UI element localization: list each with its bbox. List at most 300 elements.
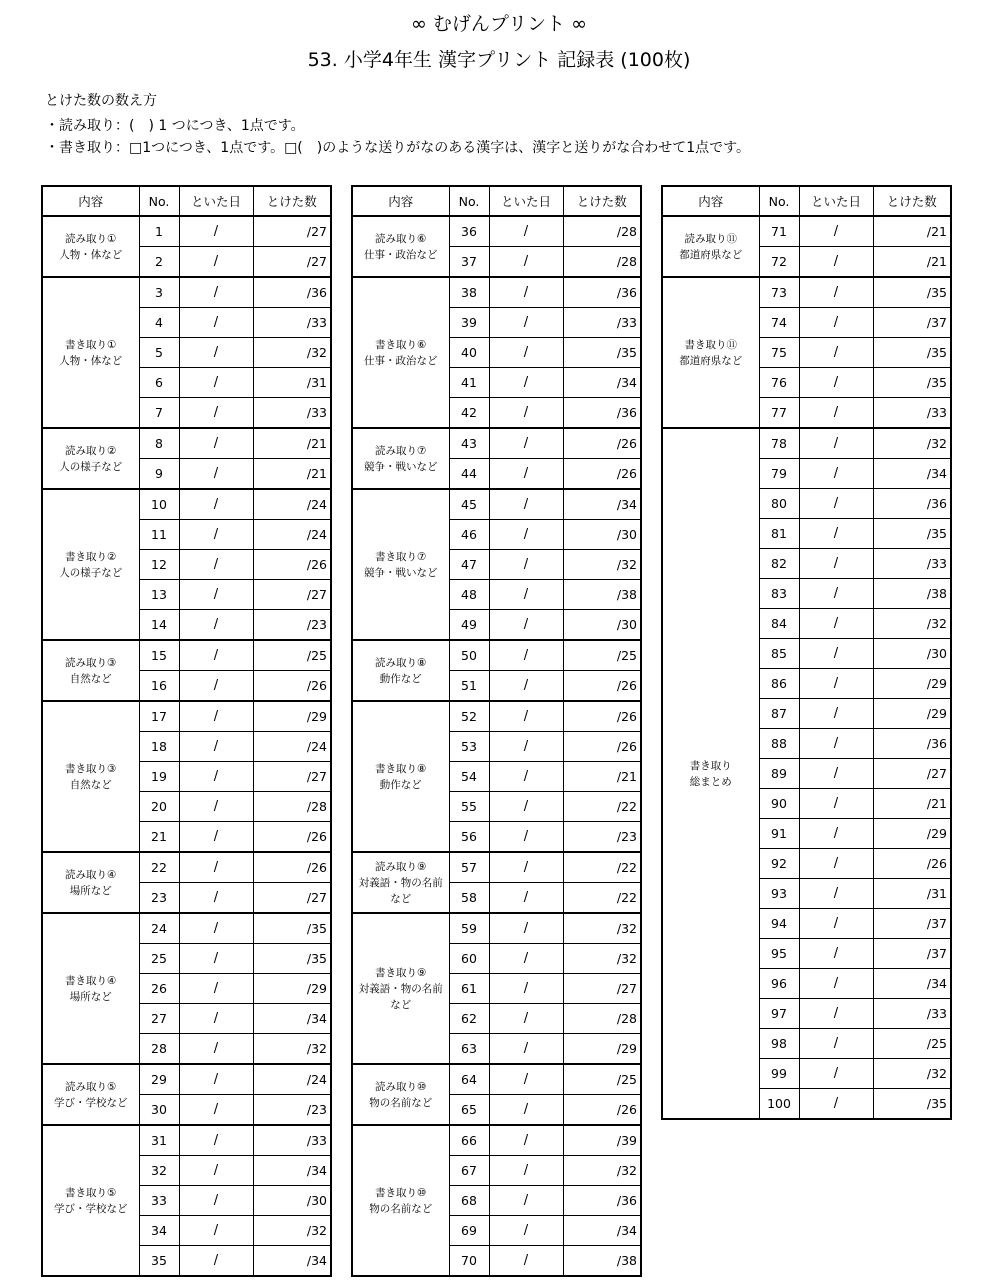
score-cell[interactable]: /36 (563, 1186, 641, 1216)
sheet-number: 89 (759, 759, 799, 789)
date-cell[interactable]: / (799, 849, 873, 879)
section-label-line: など (390, 998, 412, 1011)
date-cell[interactable]: / (799, 759, 873, 789)
date-cell[interactable]: / (799, 398, 873, 429)
date-cell[interactable]: / (799, 639, 873, 669)
sheet-number: 94 (759, 909, 799, 939)
sheet-number: 71 (759, 216, 799, 247)
sheet-number: 4 (139, 308, 179, 338)
score-cell[interactable]: /33 (253, 308, 331, 338)
section-label-line: 人物・体など (59, 354, 123, 367)
score-cell[interactable]: /34 (563, 368, 641, 398)
date-cell[interactable]: / (179, 762, 253, 792)
score-cell[interactable]: /37 (873, 308, 951, 338)
section-label (352, 852, 449, 913)
section-label-line: 動作など (379, 672, 422, 685)
section-label (42, 1064, 139, 1125)
sheet-number: 74 (759, 308, 799, 338)
score-cell[interactable]: /32 (873, 1059, 951, 1089)
score-cell[interactable]: /35 (873, 368, 951, 398)
score-cell[interactable]: /33 (253, 398, 331, 429)
score-cell[interactable]: /32 (563, 550, 641, 580)
sheet-number: 59 (449, 913, 489, 944)
section-label-line: 仕事・政治など (364, 248, 438, 261)
date-cell[interactable]: / (179, 701, 253, 732)
date-cell[interactable]: / (799, 729, 873, 759)
date-cell[interactable]: / (179, 1156, 253, 1186)
date-cell[interactable]: / (799, 489, 873, 519)
date-cell[interactable]: / (489, 640, 563, 671)
date-cell[interactable]: / (799, 789, 873, 819)
score-cell[interactable]: /27 (253, 762, 331, 792)
date-cell[interactable]: / (179, 277, 253, 308)
date-cell[interactable]: / (489, 1095, 563, 1126)
section-label-line: 書き取り⑦ (375, 550, 427, 563)
section-group (42, 1064, 331, 1125)
date-cell[interactable]: / (179, 822, 253, 853)
score-cell[interactable]: /35 (563, 338, 641, 368)
score-cell[interactable]: /23 (253, 610, 331, 641)
score-cell[interactable]: /36 (873, 729, 951, 759)
header-row (42, 186, 331, 216)
score-cell[interactable]: /35 (873, 519, 951, 549)
date-cell[interactable]: / (179, 368, 253, 398)
sheet-number: 88 (759, 729, 799, 759)
date-cell[interactable]: / (179, 1034, 253, 1065)
score-cell[interactable]: /32 (563, 913, 641, 944)
score-cell[interactable]: /32 (563, 944, 641, 974)
sheet-number: 95 (759, 939, 799, 969)
section-label-line: 書き取り③ (65, 762, 117, 775)
date-cell[interactable]: / (799, 969, 873, 999)
score-cell[interactable]: /26 (563, 671, 641, 702)
table-row (42, 489, 331, 520)
score-cell[interactable]: /37 (873, 909, 951, 939)
score-cell[interactable]: /36 (563, 398, 641, 429)
section-label-line: 場所など (69, 990, 112, 1003)
date-cell[interactable]: / (179, 459, 253, 490)
score-cell[interactable]: /26 (563, 701, 641, 732)
section-label-line: 書き取り② (65, 550, 117, 563)
score-cell[interactable]: /34 (253, 1004, 331, 1034)
date-cell[interactable]: / (799, 699, 873, 729)
score-cell[interactable]: /29 (873, 699, 951, 729)
header-date: といた日 (799, 186, 873, 216)
date-cell[interactable]: / (799, 1089, 873, 1120)
score-cell[interactable]: /38 (873, 579, 951, 609)
sheet-number: 51 (449, 671, 489, 702)
date-cell[interactable]: / (489, 1216, 563, 1246)
date-cell[interactable]: / (799, 939, 873, 969)
score-cell[interactable]: /24 (253, 732, 331, 762)
score-cell[interactable]: /22 (563, 883, 641, 914)
score-cell[interactable]: /33 (563, 308, 641, 338)
date-cell[interactable]: / (179, 913, 253, 944)
score-cell[interactable]: /25 (873, 1029, 951, 1059)
score-cell[interactable]: /26 (253, 822, 331, 853)
score-cell[interactable]: /38 (563, 1246, 641, 1277)
score-cell[interactable]: /28 (253, 792, 331, 822)
date-cell[interactable]: / (179, 640, 253, 671)
sheet-number: 43 (449, 428, 489, 459)
date-cell[interactable]: / (799, 368, 873, 398)
date-cell[interactable]: / (179, 610, 253, 641)
section-label (42, 701, 139, 852)
score-cell[interactable]: /22 (563, 852, 641, 883)
sheet-number: 18 (139, 732, 179, 762)
score-cell[interactable]: /27 (563, 974, 641, 1004)
section-label-line: 物の名前など (369, 1096, 433, 1109)
date-cell[interactable]: / (799, 459, 873, 489)
score-cell[interactable]: /34 (253, 1156, 331, 1186)
score-cell[interactable]: /27 (253, 247, 331, 278)
date-cell[interactable]: / (179, 489, 253, 520)
date-cell[interactable]: / (489, 732, 563, 762)
sheet-number: 8 (139, 428, 179, 459)
score-cell[interactable]: /35 (253, 944, 331, 974)
score-cell[interactable]: /27 (253, 580, 331, 610)
score-cell[interactable]: /30 (563, 610, 641, 641)
date-cell[interactable]: / (179, 1246, 253, 1277)
score-cell[interactable]: /26 (253, 550, 331, 580)
score-cell[interactable]: /27 (873, 759, 951, 789)
section-label-line: 人の様子など (59, 566, 123, 579)
section-label (42, 277, 139, 428)
score-cell[interactable]: /29 (563, 1034, 641, 1065)
score-cell[interactable]: /32 (253, 338, 331, 368)
date-cell[interactable]: / (489, 1246, 563, 1277)
date-cell[interactable]: / (179, 1125, 253, 1156)
score-cell[interactable]: /35 (873, 277, 951, 308)
date-cell[interactable]: / (489, 610, 563, 641)
date-cell[interactable]: / (799, 999, 873, 1029)
sheet-number: 13 (139, 580, 179, 610)
header-no: No. (759, 186, 799, 216)
score-cell[interactable]: /34 (253, 1246, 331, 1277)
date-cell[interactable]: / (179, 308, 253, 338)
section-label-line: 競争・戦いなど (364, 460, 438, 473)
score-cell[interactable]: /30 (253, 1186, 331, 1216)
score-cell[interactable]: /25 (563, 640, 641, 671)
header-row (352, 186, 641, 216)
date-cell[interactable]: / (489, 974, 563, 1004)
score-cell[interactable]: /32 (253, 1216, 331, 1246)
date-cell[interactable]: / (489, 459, 563, 490)
score-cell[interactable]: /36 (253, 277, 331, 308)
date-cell[interactable]: / (179, 974, 253, 1004)
section-group (352, 852, 641, 913)
section-label (352, 701, 449, 852)
section-group (352, 1125, 641, 1276)
sheet-number: 63 (449, 1034, 489, 1065)
date-cell[interactable]: / (799, 1059, 873, 1089)
date-cell[interactable]: / (179, 944, 253, 974)
score-cell[interactable]: /34 (873, 969, 951, 999)
date-cell[interactable]: / (799, 819, 873, 849)
date-cell[interactable]: / (179, 428, 253, 459)
header-date: といた日 (179, 186, 253, 216)
date-cell[interactable]: / (179, 247, 253, 278)
score-cell[interactable]: /25 (563, 1064, 641, 1095)
sheet-number: 7 (139, 398, 179, 429)
record-table-1 (41, 185, 332, 1277)
date-cell[interactable]: / (489, 822, 563, 853)
date-cell[interactable]: / (489, 792, 563, 822)
score-cell[interactable]: /23 (563, 822, 641, 853)
sheet-number: 10 (139, 489, 179, 520)
score-cell[interactable]: /36 (873, 489, 951, 519)
score-cell[interactable]: /26 (873, 849, 951, 879)
date-cell[interactable]: / (489, 1064, 563, 1095)
score-cell[interactable]: /32 (253, 1034, 331, 1065)
sheet-number: 98 (759, 1029, 799, 1059)
date-cell[interactable]: / (179, 1095, 253, 1126)
date-cell[interactable]: / (489, 701, 563, 732)
score-cell[interactable]: /35 (873, 338, 951, 368)
table-row (662, 277, 951, 308)
table-row (42, 640, 331, 671)
score-cell[interactable]: /29 (253, 701, 331, 732)
section-label-line: 読み取り① (65, 232, 117, 245)
score-cell[interactable]: /27 (253, 216, 331, 247)
score-cell[interactable]: /29 (253, 974, 331, 1004)
sheet-number: 3 (139, 277, 179, 308)
date-cell[interactable]: / (799, 669, 873, 699)
score-cell[interactable]: /27 (253, 883, 331, 914)
date-cell[interactable]: / (489, 852, 563, 883)
score-cell[interactable]: /26 (253, 671, 331, 702)
section-label (352, 913, 449, 1064)
sheet-number: 99 (759, 1059, 799, 1089)
date-cell[interactable]: / (179, 852, 253, 883)
score-cell[interactable]: /35 (873, 1089, 951, 1120)
date-cell[interactable]: / (799, 247, 873, 278)
score-cell[interactable]: /21 (253, 459, 331, 490)
date-cell[interactable]: / (489, 1004, 563, 1034)
date-cell[interactable]: / (179, 883, 253, 914)
score-cell[interactable]: /34 (563, 489, 641, 520)
date-cell[interactable]: / (489, 216, 563, 247)
section-label (42, 489, 139, 640)
score-cell[interactable]: /30 (873, 639, 951, 669)
section-group (42, 489, 331, 640)
score-cell[interactable]: /30 (563, 520, 641, 550)
score-cell[interactable]: /21 (873, 789, 951, 819)
score-cell[interactable]: /32 (873, 428, 951, 459)
date-cell[interactable]: / (799, 428, 873, 459)
score-cell[interactable]: /38 (563, 580, 641, 610)
section-group (42, 640, 331, 701)
date-cell[interactable]: / (489, 580, 563, 610)
score-cell[interactable]: /39 (563, 1125, 641, 1156)
score-cell[interactable]: /32 (873, 609, 951, 639)
section-label-line: 読み取り③ (65, 656, 117, 669)
date-cell[interactable]: / (489, 1186, 563, 1216)
sheet-number: 14 (139, 610, 179, 641)
date-cell[interactable]: / (179, 338, 253, 368)
score-cell[interactable]: /36 (563, 277, 641, 308)
section-group (352, 1064, 641, 1125)
score-cell[interactable]: /31 (873, 879, 951, 909)
section-label-line: 読み取り⑪ (684, 232, 737, 245)
date-cell[interactable]: / (179, 732, 253, 762)
date-cell[interactable]: / (799, 308, 873, 338)
date-cell[interactable]: / (799, 879, 873, 909)
date-cell[interactable]: / (489, 671, 563, 702)
date-cell[interactable]: / (489, 550, 563, 580)
section-label-line: 書き取り⑨ (375, 966, 427, 979)
sheet-number: 70 (449, 1246, 489, 1277)
section-label-line: 都道府県など (679, 248, 743, 261)
table-row (42, 216, 331, 247)
section-label (42, 852, 139, 913)
date-cell[interactable]: / (489, 308, 563, 338)
instructions-heading: とけた数の数え方 (45, 93, 157, 109)
sheet-number: 80 (759, 489, 799, 519)
score-cell[interactable]: /34 (873, 459, 951, 489)
score-cell[interactable]: /24 (253, 520, 331, 550)
date-cell[interactable]: / (799, 579, 873, 609)
table-row (352, 216, 641, 247)
score-cell[interactable]: /34 (563, 1216, 641, 1246)
table-row (662, 428, 951, 459)
date-cell[interactable]: / (179, 550, 253, 580)
date-cell[interactable]: / (179, 216, 253, 247)
date-cell[interactable]: / (489, 1156, 563, 1186)
score-cell[interactable]: /33 (873, 398, 951, 429)
score-cell[interactable]: /33 (873, 999, 951, 1029)
table-row (42, 1064, 331, 1095)
date-cell[interactable]: / (489, 277, 563, 308)
instructions-writing: ・書き取り：□1つにつき、1点です。□( )のような送りがなのある漢字は、漢字と送りがな合わせて1点です。 (45, 140, 751, 156)
sheet-number: 40 (449, 338, 489, 368)
date-cell[interactable]: / (489, 398, 563, 429)
date-cell[interactable]: / (489, 247, 563, 278)
sheet-number: 21 (139, 822, 179, 853)
section-label (352, 640, 449, 701)
date-cell[interactable]: / (799, 277, 873, 308)
sheet-number: 37 (449, 247, 489, 278)
table-row (352, 1064, 641, 1095)
date-cell[interactable]: / (489, 368, 563, 398)
score-cell[interactable]: /28 (563, 247, 641, 278)
date-cell[interactable]: / (489, 944, 563, 974)
date-cell[interactable]: / (799, 216, 873, 247)
score-cell[interactable]: /28 (563, 1004, 641, 1034)
score-cell[interactable]: /26 (563, 428, 641, 459)
table-row (42, 852, 331, 883)
date-cell[interactable]: / (179, 792, 253, 822)
score-cell[interactable]: /29 (873, 819, 951, 849)
date-cell[interactable]: / (489, 762, 563, 792)
score-cell[interactable]: /24 (253, 489, 331, 520)
sheet-number: 17 (139, 701, 179, 732)
section-label-line: 物の名前など (369, 1202, 433, 1215)
section-group (352, 489, 641, 640)
section-label (352, 277, 449, 428)
score-cell[interactable]: /37 (873, 939, 951, 969)
date-cell[interactable]: / (799, 549, 873, 579)
score-cell[interactable]: /33 (253, 1125, 331, 1156)
section-label-line: 都道府県など (679, 354, 743, 367)
score-cell[interactable]: /26 (563, 1095, 641, 1126)
date-cell[interactable]: / (489, 489, 563, 520)
score-cell[interactable]: /26 (563, 459, 641, 490)
date-cell[interactable]: / (179, 580, 253, 610)
table-row (352, 913, 641, 944)
sheet-number: 84 (759, 609, 799, 639)
date-cell[interactable]: / (489, 1125, 563, 1156)
header-score: とけた数 (563, 186, 641, 216)
score-cell[interactable]: /23 (253, 1095, 331, 1126)
section-label (42, 1125, 139, 1276)
date-cell[interactable]: / (179, 1186, 253, 1216)
score-cell[interactable]: /21 (563, 762, 641, 792)
date-cell[interactable]: / (489, 883, 563, 914)
sheet-number: 2 (139, 247, 179, 278)
sheet-number: 93 (759, 879, 799, 909)
date-cell[interactable]: / (179, 1064, 253, 1095)
score-cell[interactable]: /35 (253, 913, 331, 944)
score-cell[interactable]: /21 (253, 428, 331, 459)
date-cell[interactable]: / (179, 1004, 253, 1034)
section-group (42, 277, 331, 428)
sheet-number: 29 (139, 1064, 179, 1095)
score-cell[interactable]: /25 (253, 640, 331, 671)
date-cell[interactable]: / (799, 519, 873, 549)
score-cell[interactable]: /31 (253, 368, 331, 398)
sheet-number: 45 (449, 489, 489, 520)
section-label-line: 対義語・物の名前 (358, 982, 443, 995)
sheet-number: 75 (759, 338, 799, 368)
score-cell[interactable]: /32 (563, 1156, 641, 1186)
score-cell[interactable]: /22 (563, 792, 641, 822)
sheet-number: 62 (449, 1004, 489, 1034)
date-cell[interactable]: / (179, 520, 253, 550)
section-group (352, 913, 641, 1064)
sheet-number: 36 (449, 216, 489, 247)
date-cell[interactable]: / (489, 520, 563, 550)
score-cell[interactable]: /26 (563, 732, 641, 762)
date-cell[interactable]: / (489, 428, 563, 459)
date-cell[interactable]: / (179, 1216, 253, 1246)
score-cell[interactable]: /24 (253, 1064, 331, 1095)
score-cell[interactable]: /21 (873, 216, 951, 247)
date-cell[interactable]: / (799, 1029, 873, 1059)
section-label-line: 読み取り⑩ (375, 1080, 427, 1093)
date-cell[interactable]: / (799, 909, 873, 939)
sheet-number: 48 (449, 580, 489, 610)
date-cell[interactable]: / (799, 609, 873, 639)
score-cell[interactable]: /26 (253, 852, 331, 883)
section-group (662, 216, 951, 277)
date-cell[interactable]: / (179, 671, 253, 702)
score-cell[interactable]: /21 (873, 247, 951, 278)
section-label (662, 428, 759, 1119)
table-row (352, 1125, 641, 1156)
sheet-number: 20 (139, 792, 179, 822)
header-row (662, 186, 951, 216)
date-cell[interactable]: / (489, 1034, 563, 1065)
date-cell[interactable]: / (179, 398, 253, 429)
section-label-line: 読み取り④ (65, 868, 117, 881)
date-cell[interactable]: / (799, 338, 873, 368)
score-cell[interactable]: /29 (873, 669, 951, 699)
score-cell[interactable]: /33 (873, 549, 951, 579)
date-cell[interactable]: / (489, 338, 563, 368)
date-cell[interactable]: / (489, 913, 563, 944)
score-cell[interactable]: /28 (563, 216, 641, 247)
